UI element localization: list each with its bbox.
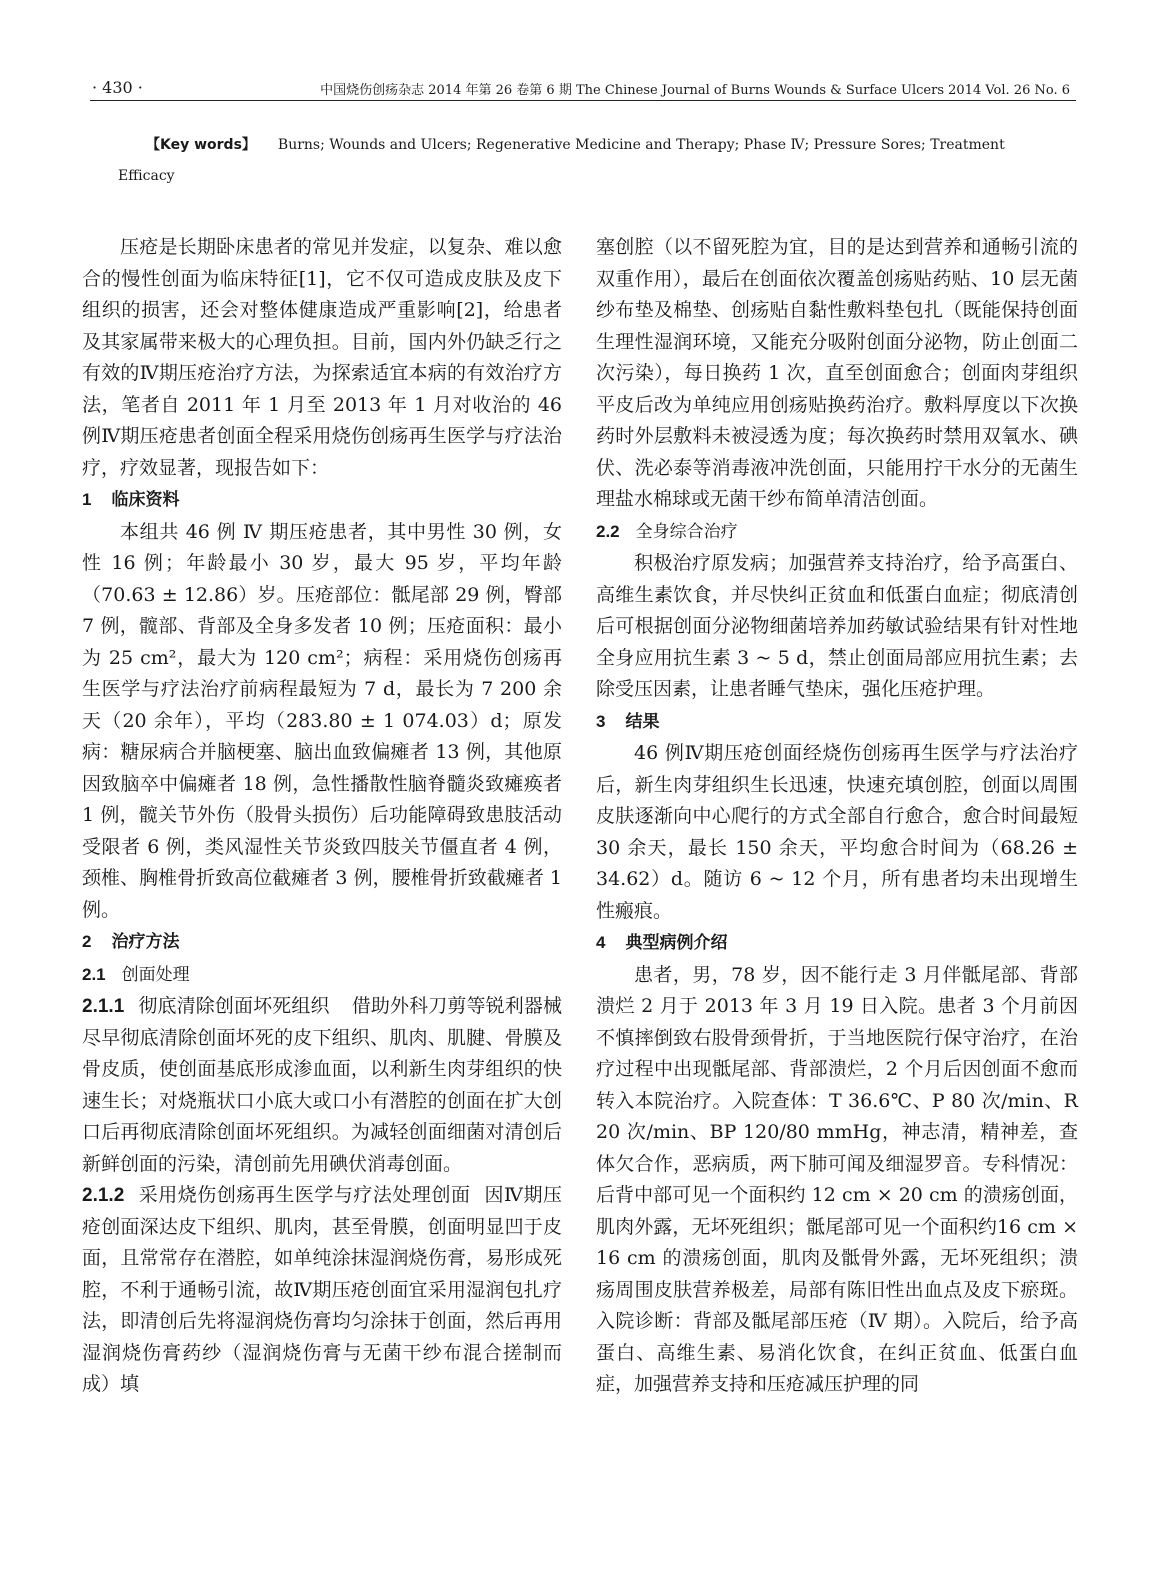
section-title: 临床资料 bbox=[111, 490, 180, 510]
runin-title: 采用烧伤创疡再生医学与疗法处理创面 bbox=[138, 1184, 471, 1206]
paragraph-2-1-1 bbox=[82, 991, 562, 1180]
subsection-number: 2.1.1 bbox=[82, 996, 125, 1017]
section-title: 治疗方法 bbox=[111, 932, 180, 952]
section-number: 3 bbox=[596, 711, 606, 731]
keywords-label: 【Key words】 bbox=[146, 137, 256, 153]
subsection-title: 全身综合治疗 bbox=[635, 521, 738, 542]
section-heading-1 bbox=[82, 484, 562, 517]
page-number: · 430 · bbox=[92, 78, 143, 97]
paragraph-clinical-data: 本组共 46 例 Ⅳ 期压疮患者，其中男性 30 例，女性 16 例；年龄最小 30 岁，最大 95 岁，平均年龄（70.63 ± 12.86）岁。压疮部位：骶尾部 29 例，臀部 7 例，髋部、背部及全身多发者 10 例；压疮面积：最小为 25 cm²，最大为 120 cm²；病程：采用烧伤创疡再生医学与疗法治疗前病程最短为 7 d，最长为 7 200 余天（20 余年），平均（283.80 ± 1 074.03）d；原发病：糖尿病合并脑梗塞、脑出血致偏瘫者 13 例，其他原因致脑卒中偏瘫者 18 例，急性播散性脑脊髓炎致瘫痪者 1 例，髋关节外伤（股骨头损伤）后功能障碍致患肢活动受限者 6 例，类风湿性关节炎致四肢关节僵直者 4 例，颈椎、胸椎骨折致高位截瘫者 3 例，腰椎骨折致截瘫者 1 例。 bbox=[82, 520, 562, 921]
section-title: 结果 bbox=[625, 711, 660, 732]
paragraph-systemic-treatment: 积极治疗原发病；加强营养支持治疗，给予高蛋白、高维生素饮食，并尽快纠正贫血和低蛋白血症；彻底清创后可根据创面分泌物细菌培养加药敏试验结果有针对性地全身应用抗生素 3 ~ 5 d，禁止创面局部应用抗生素；去除受压因素，让患者睡气垫床，强化压疮护理。 bbox=[596, 552, 1078, 700]
left-column bbox=[82, 232, 562, 1401]
journal-citation: 中国烧伤创疡杂志 2014 年第 26 卷第 6 期 The Chinese Journal of Burns Wounds & Surface Ulcers 2014 Vol. 26 No. 6 bbox=[320, 83, 1070, 98]
paragraph-text: 借助外科刀剪等锐利器械尽早彻底清除创面坏死的皮下组织、肌肉、肌腱、骨膜及骨皮质，使创面基底形成渗血面，以利新生肉芽组织的快速生长；对烧瓶状口小底大或口小有潜腔的创面在扩大创口后再彻底清除创面坏死组织。为减轻创面细菌对清创后新鲜创面的污染，清创前先用碘伏消毒创面。 bbox=[82, 995, 562, 1175]
subsection-number: 2.1 bbox=[82, 964, 106, 984]
keywords-block bbox=[118, 130, 1038, 192]
paragraph-continued: 塞创腔（以不留死腔为宜，目的是达到营养和通畅引流的双重作用），最后在创面依次覆盖创疡贴药贴、10 层无菌纱布垫及棉垫、创疡贴自黏性敷料垫包扎（既能保持创面生理性湿润环境，又能充分吸附创面分泌物，防止创面二次污染），每日换药 1 次，直至创面愈合；创面肉芽组织平皮后改为单纯应用创疡贴换药治疗。敷料厚度以下次换药时外层敷料未被浸透为度；每次换药时禁用双氧水、碘伏、洗必泰等消毒液冲洗创面，只能用拧干水分的无菌生理盐水棉球或无菌干纱布简单清洁创面。 bbox=[596, 236, 1078, 510]
subsection-heading-2-1 bbox=[82, 959, 562, 992]
paragraph-results: 46 例Ⅳ期压疮创面经烧伤创疡再生医学与疗法治疗后，新生肉芽组织生长迅速，快速充填创腔，创面以周围皮肤逐渐向中心爬行的方式全部自行愈合，愈合时间最短 30 余天，最长 150 余天，平均愈合时间为（68.26 ± 34.62）d。随访 6 ~ 12 个月，所有患者均未出现增生性瘢痕。 bbox=[596, 742, 1078, 922]
section-number: 2 bbox=[82, 932, 92, 951]
paragraph-case-report: 患者，男，78 岁，因不能行走 3 月伴骶尾部、背部溃烂 2 月于 2013 年 3 月 19 日入院。患者 3 个月前因不慎摔倒致右股骨颈骨折，于当地医院行保守治疗，在治疗过程中出现骶尾部、背部溃烂，2 个月后因创面不愈而转入本院治疗。入院查体：T 36.6℃、P 80 次/min、R 20 次/min、BP 120/80 mmHg，神志清，精神差，查体欠合作，恶病质，两下肺可闻及细湿罗音。专科情况：后背中部可见一个面积约 12 cm × 20 cm 的溃疡创面，肌肉外露，无坏死组织；骶尾部可见一个面积约16 cm × 16 cm 的溃疡创面，肌肉及骶骨外露，无坏死组织；溃疡周围皮肤营养极差，局部有陈旧性出血点及皮下瘀斑。入院诊断：背部及骶尾部压疮（Ⅳ 期）。入院后，给予高蛋白、高维生素、易消化饮食，在纠正贫血、低蛋白血症，加强营养支持和压疮减压护理的同 bbox=[596, 963, 1078, 1395]
section-number: 1 bbox=[82, 490, 92, 509]
intro-paragraph: 压疮是长期卧床患者的常见并发症，以复杂、难以愈合的慢性创面为临床特征[1]，它不仅可造成皮肤及皮下组织的损害，还会对整体健康造成严重影响[2]，给患者及其家属带来极大的心理负担。目前，国内外仍缺乏行之有效的Ⅳ期压疮治疗方法，为探索适宜本病的有效治疗方法，笔者自 2011 年 1 月至 2013 年 1 月对收治的 46 例Ⅳ期压疮患者创面全程采用烧伤创疡再生医学与疗法治疗，疗效显著，现报告如下： bbox=[82, 236, 562, 479]
section-heading-3 bbox=[596, 706, 1078, 739]
subsection-heading-2-2 bbox=[596, 516, 1078, 549]
section-heading-4 bbox=[596, 927, 1078, 960]
subsection-title: 创面处理 bbox=[121, 964, 190, 985]
right-column bbox=[596, 232, 1078, 1401]
section-heading-2 bbox=[82, 926, 562, 959]
running-header bbox=[90, 78, 1076, 101]
subsection-number: 2.2 bbox=[596, 521, 620, 541]
paragraph-2-1-2 bbox=[82, 1180, 562, 1401]
keywords-text: Burns; Wounds and Ulcers; Regenerative Medicine and Therapy; Phase Ⅳ; Pressure Sores; Treatment Efficacy bbox=[118, 137, 1005, 184]
paragraph-text: 因Ⅳ期压疮创面深达皮下组织、肌肉，甚至骨膜，创面明显凹于皮面，且常常存在潜腔，如单纯涂抹湿润烧伤膏，易形成死腔，不利于通畅引流，故Ⅳ期压疮创面宜采用湿润包扎疗法，即清创后先将湿润烧伤膏均匀涂抹于创面，然后再用湿润烧伤膏药纱（湿润烧伤膏与无菌干纱布混合搓制而成）填 bbox=[82, 1184, 562, 1395]
runin-title: 彻底清除创面坏死组织 bbox=[138, 995, 330, 1017]
subsection-number: 2.1.2 bbox=[82, 1185, 125, 1206]
section-title: 典型病例介绍 bbox=[625, 933, 728, 953]
section-number: 4 bbox=[596, 933, 606, 952]
